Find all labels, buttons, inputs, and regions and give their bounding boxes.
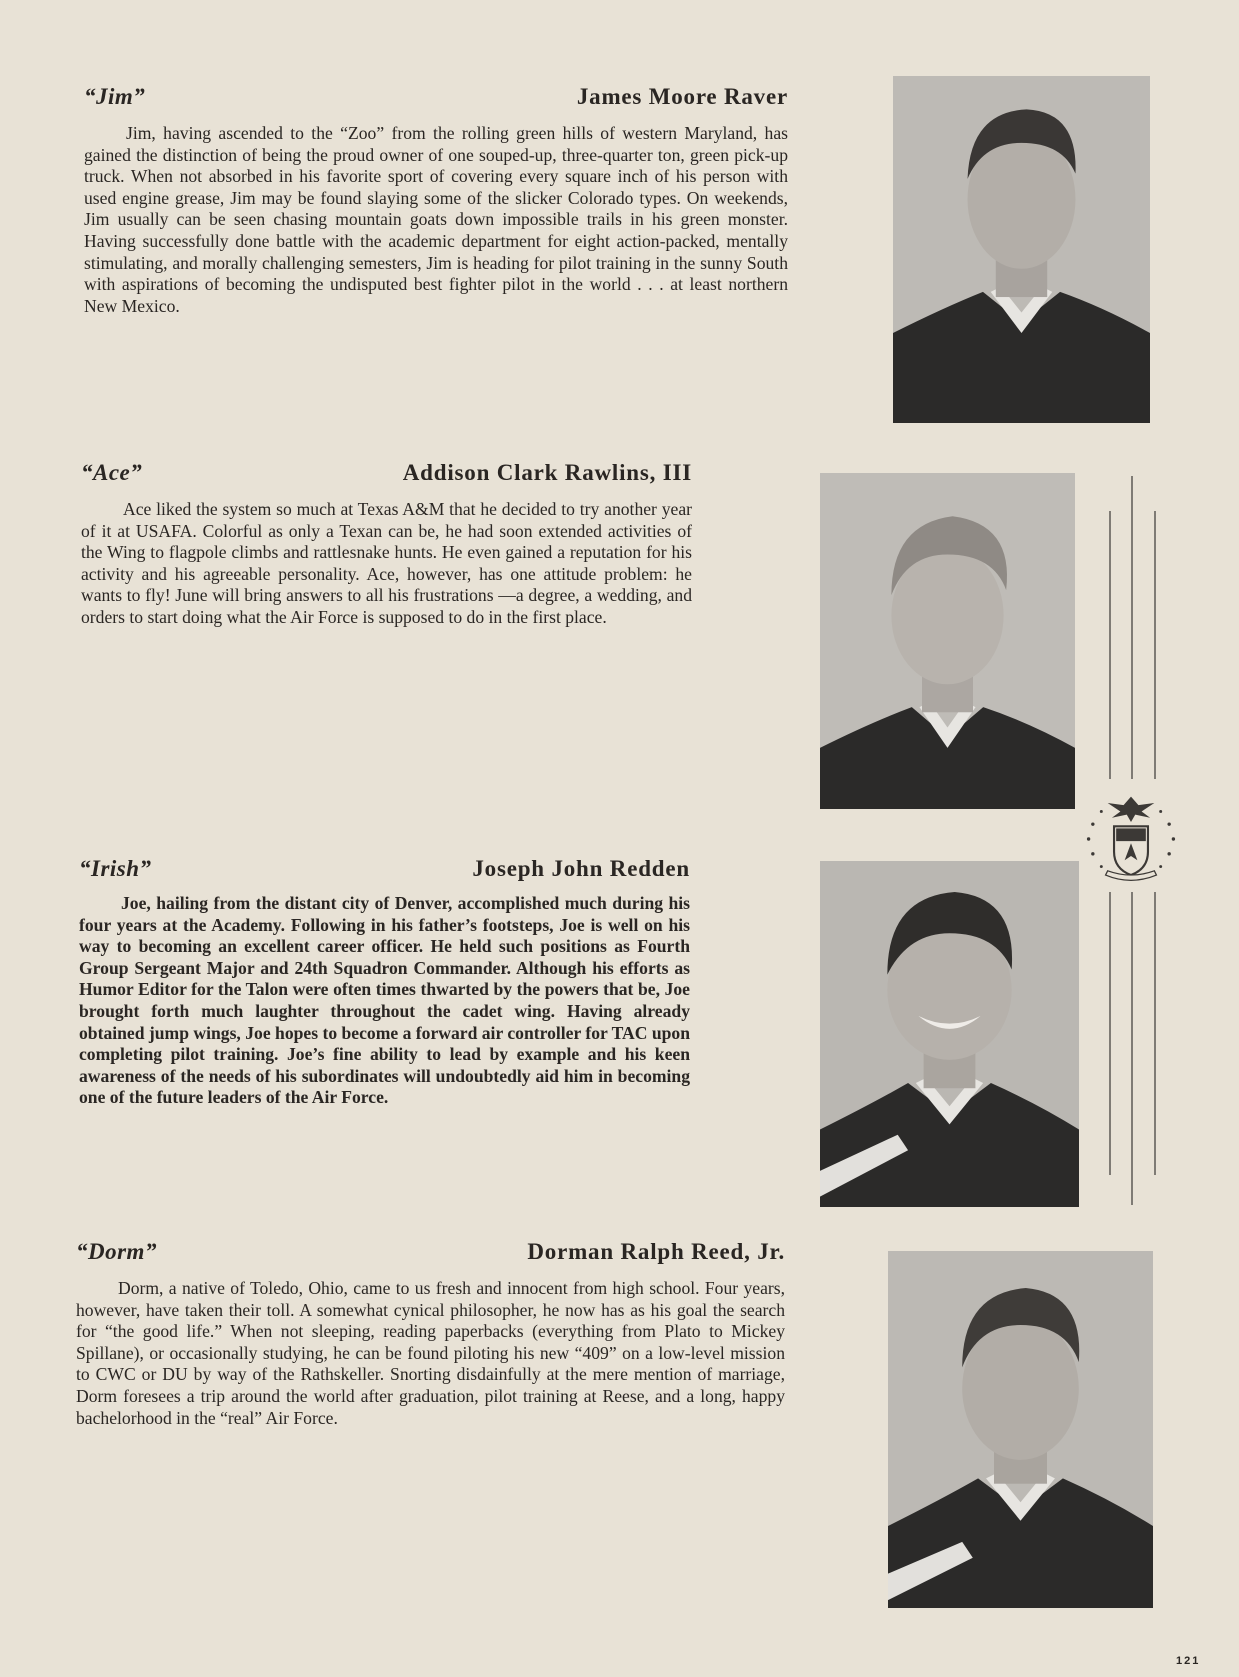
entry-raver [84,84,788,364]
portrait-photo-raver [893,76,1150,423]
entry-redden [79,856,690,1156]
entry-reed [76,1239,785,1489]
page-number: 121 [1176,1655,1201,1667]
nickname: “Dorm” [76,1239,157,1264]
biography: Dorm, a native of Toledo, Ohio, came to us fresh and innocent from high school. Four years, however, have taken their toll. A somewhat cynical philosopher, he now has as his goal the search for “the good life.” When not sleeping, reading paperbacks (everything from Plato to Mickey Spillane), or occasionally studying, he can be found piloting his new “409” on a low-level mission to CWC or DU by way of the Rathskeller. Snorting disdainfully at the mere mention of marriage, Dorm foresees a trip around the world after graduation, pilot training at Reese, and a long, happy bachelorhood in the “real” Air Force. [76,1278,785,1428]
nickname: “Jim” [84,84,146,109]
biography: Joe, hailing from the distant city of Denver, accomplished much during his four years at the Academy. Following in his father’s footsteps, Joe is well on his way to becoming an excellent career officer. He held such positions as Fourth Group Sergeant Major and 24th Squadron Commander. Although his efforts as Humor Editor for the Talon were often times thwarted by the powers that be, Joe brought forth much laughter throughout the cadet wing. Having already obtained jump wings, Joe hopes to become a forward air controller for TAC upon completing pilot training. Joe’s fine ability to lead by example and his keen awareness of the needs of his subordinates will undoubtedly aid him in becoming one of the future leaders of the Air Force. [79,893,690,1108]
full-name: James Moore Raver [576,84,788,109]
portrait-photo-rawlins [820,473,1075,809]
portrait-photo-reed [888,1251,1153,1608]
full-name: Dorman Ralph Reed, Jr. [527,1239,785,1264]
decorative-rule [1154,892,1156,1175]
full-name: Joseph John Redden [472,856,690,881]
entry-rawlins [81,460,692,680]
decorative-rule [1154,511,1156,779]
portrait-photo-redden [820,861,1079,1207]
biography: Jim, having ascended to the “Zoo” from the rolling green hills of western Maryland, has gained the distinction of being the proud owner of one souped-up, three-quarter ton, green pick-up truck. When not absorbed in his favorite sport of covering every square inch of his person with used engine grease, Jim may be found slaying some of the slicker Colorado types. On weekends, Jim usually can be seen chasing mountain goats down impossible trails in his green monster. Having successfully done battle with the academic department for eight action-packed, mentally stimulating, and morally challenging semesters, Jim is heading for pilot training in the sunny South with aspirations of becoming the undisputed best fighter pilot in the world . . . at least northern New Mexico. [84,123,788,316]
biography: Ace liked the system so much at Texas A&M that he decided to try another year of it at USAFA. Colorful as only a Texan can be, he had soon extended activities of the Wing to flagpole climbs and rattlesnake hunts. He even gained a reputation for his activity and his agreeable personality. Ace, however, has one attitude problem: he wants to fly! June will bring answers to all his frustrations —a degree, a wedding, and orders to start doing what the Air Force is supposed to do in the first place. [81,499,692,627]
full-name: Addison Clark Rawlins, III [402,460,692,485]
decorative-rule [1109,892,1111,1175]
nickname: “Irish” [79,856,152,881]
decorative-rule [1109,511,1111,779]
academy-crest-icon [1078,786,1184,892]
nickname: “Ace” [81,460,143,485]
decorative-rule [1131,892,1133,1205]
decorative-rule [1131,476,1133,779]
